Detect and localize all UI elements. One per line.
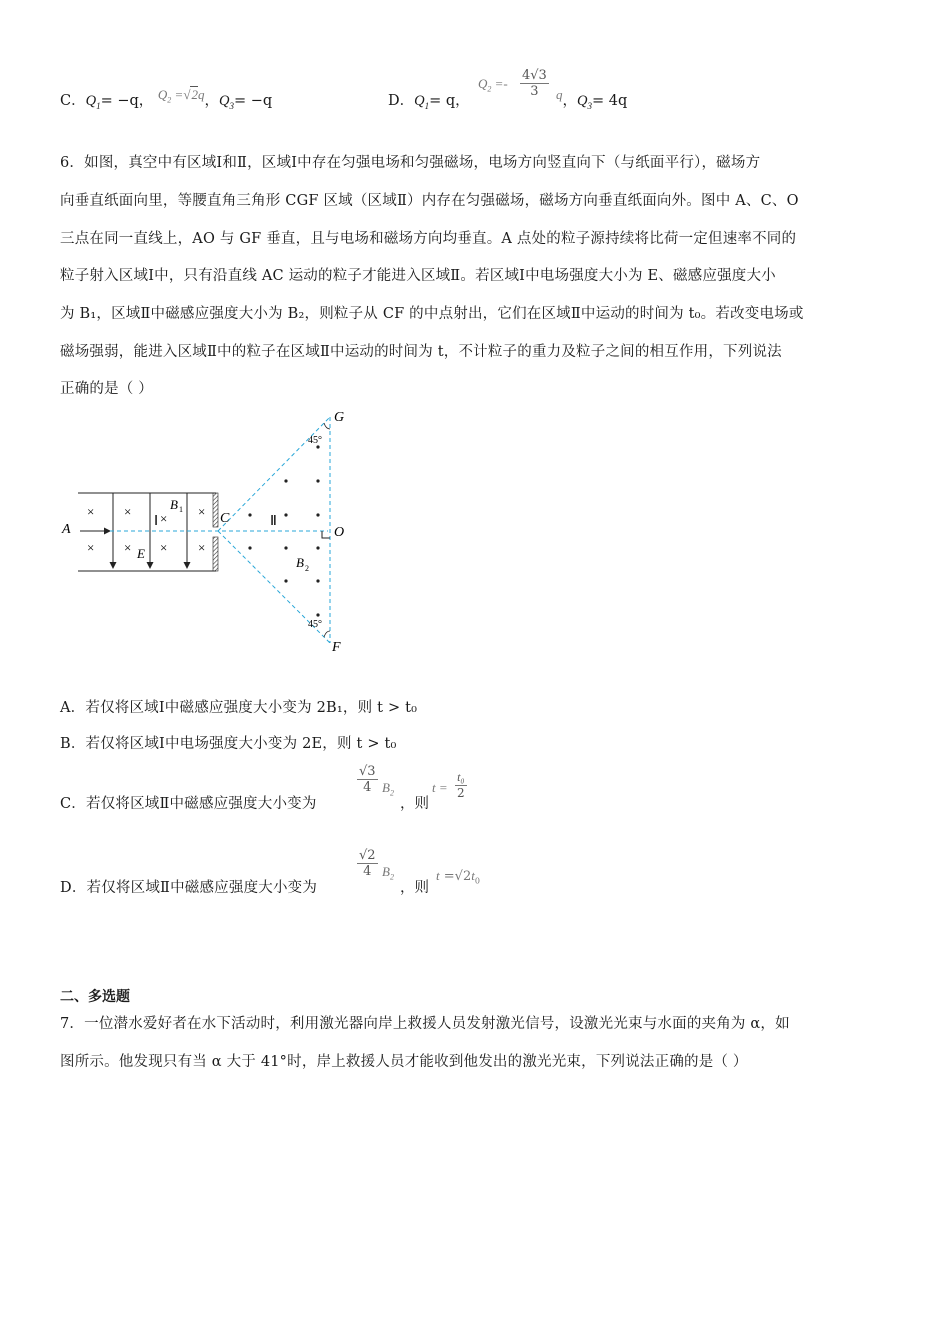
label-f: F — [332, 640, 341, 655]
q5-option-c-label: C． — [60, 93, 86, 109]
right-angle-mark — [322, 531, 330, 538]
dot-mark — [284, 579, 287, 582]
dot-mark — [316, 546, 319, 549]
q6-line-6: 磁场强弱，能进入区域Ⅱ中的粒子在区域Ⅱ中运动的时间为 t，不计粒子的重力及粒子之间的相互作用，下列说法 — [60, 344, 782, 360]
q6-option-d-mid: ，则 — [400, 880, 429, 896]
q5-option-d-q2: $Q_2$ =- — [478, 76, 508, 94]
plate-lower — [213, 537, 218, 571]
q6-option-d: D．若仅将区域Ⅱ中磁感应强度大小变为 — [60, 880, 318, 896]
dot-mark — [316, 613, 319, 616]
q6-option-d-fraction: $\frac{√2}{4}$ — [359, 848, 376, 879]
dot-mark — [284, 513, 287, 516]
q6-option-c: C．若仅将区域Ⅱ中磁感应强度大小变为 — [60, 796, 317, 812]
dot-mark — [248, 546, 251, 549]
label-angle-top: 45° — [308, 435, 322, 446]
label-b1: B — [170, 497, 178, 512]
dot-mark — [316, 479, 319, 482]
q5-option-d: D．$Q_1= q$， — [388, 93, 470, 111]
q6-option-c-b2: $B_2$ — [382, 780, 394, 798]
cross-mark: × — [198, 540, 206, 555]
q6-option-c-mid: ，则 — [400, 796, 429, 812]
q6-line-7: 正确的是（ ） — [60, 381, 154, 397]
plate-upper — [213, 493, 218, 527]
q6-option-d-b2: $B_2$ — [382, 864, 394, 882]
label-angle-bottom: 45° — [308, 619, 322, 630]
q6-option-c-t0-fraction: $\frac{\text{t₀}}{2}$ — [457, 770, 465, 800]
label-e: E — [137, 546, 145, 561]
label-b2: B — [296, 555, 304, 570]
cross-mark: × — [124, 540, 132, 555]
dot-mark — [284, 546, 287, 549]
dot-mark — [316, 513, 319, 516]
dot-mark — [316, 579, 319, 582]
q6-option-d-t: $t =√2t_0$ — [436, 868, 480, 886]
label-o: O — [334, 525, 345, 540]
q6-option-c-fraction: $\frac{√3}{4}$ — [359, 764, 376, 795]
section-heading: 二、多选题 — [60, 989, 130, 1005]
dot-mark — [248, 513, 251, 516]
cross-mark: × — [160, 511, 168, 526]
label-g: G — [334, 410, 345, 425]
q7-line-1: 7．一位潜水爱好者在水下活动时，利用激光器向岸上救援人员发射激光信号，设激光光束与水面的夹角为 α，如 — [60, 1016, 790, 1032]
q6-option-b: B．若仅将区域Ⅰ中电场强度大小变为 2E，则 t > t₀ — [60, 736, 397, 752]
label-c: C — [220, 511, 230, 526]
cross-mark: × — [87, 540, 95, 555]
q5-option-d-fraction: $\frac{4√3}{3}$ — [522, 68, 547, 99]
q6-figure — [58, 405, 358, 655]
q6-line-5: 为 B₁，区域Ⅱ中磁感应强度大小为 B₂，则粒子从 CF 的中点射出，它们在区域Ⅱ中运动的时间为 t₀。若改变电场或 — [60, 306, 804, 322]
q5-option-d-label: D． — [388, 93, 415, 109]
q6-line-2: 向垂直纸面向里，等腰直角三角形 CGF 区域（区域Ⅱ）内存在匀强磁场，磁场方向垂直纸面向外。图中 A、C、O — [60, 193, 799, 209]
q6-line-3: 三点在同一直线上，AO 与 GF 垂直，且与电场和磁场方向均垂直。A 点处的粒子源持续将比荷一定但速率不同的 — [60, 231, 797, 247]
cross-mark: × — [198, 504, 206, 519]
q5-option-c: C．$Q_1= -q$， $Q_2 =√2q$，$Q_3= -q$ — [60, 87, 273, 111]
label-b1-sub: 1 — [179, 505, 183, 514]
q5-option-d-tail: q，$Q_3= 4q$ — [556, 87, 628, 111]
cross-mark: × — [124, 504, 132, 519]
angle-arc-bottom — [324, 631, 330, 637]
q6-option-a: A．若仅将区域Ⅰ中磁感应强度大小变为 2B₁，则 t > t₀ — [60, 700, 418, 716]
cross-mark: × — [87, 504, 95, 519]
label-a: A — [62, 522, 71, 537]
q6-option-c-t: t = — [432, 780, 448, 795]
cross-mark: × — [160, 540, 168, 555]
label-region-2: Ⅱ — [270, 514, 277, 529]
q6-line-4: 粒子射入区域Ⅰ中，只有沿直线 AC 运动的粒子才能进入区域Ⅱ。若区域Ⅰ中电场强度大小为 E、磁感应强度大小 — [60, 268, 776, 284]
label-region-1: Ⅰ — [154, 514, 159, 529]
dot-mark — [284, 479, 287, 482]
q7-line-2: 图所示。他发现只有当 α 大于 41°时，岸上救援人员才能收到他发出的激光光束，下列说法正确的是（ ） — [60, 1054, 748, 1070]
q6-line-1: 6．如图，真空中有区域Ⅰ和Ⅱ，区域Ⅰ中存在匀强电场和匀强磁场，电场方向竖直向下（与纸面平行），磁场方 — [60, 155, 761, 171]
label-b2-sub: 2 — [305, 564, 309, 573]
angle-arc-top — [324, 423, 330, 429]
